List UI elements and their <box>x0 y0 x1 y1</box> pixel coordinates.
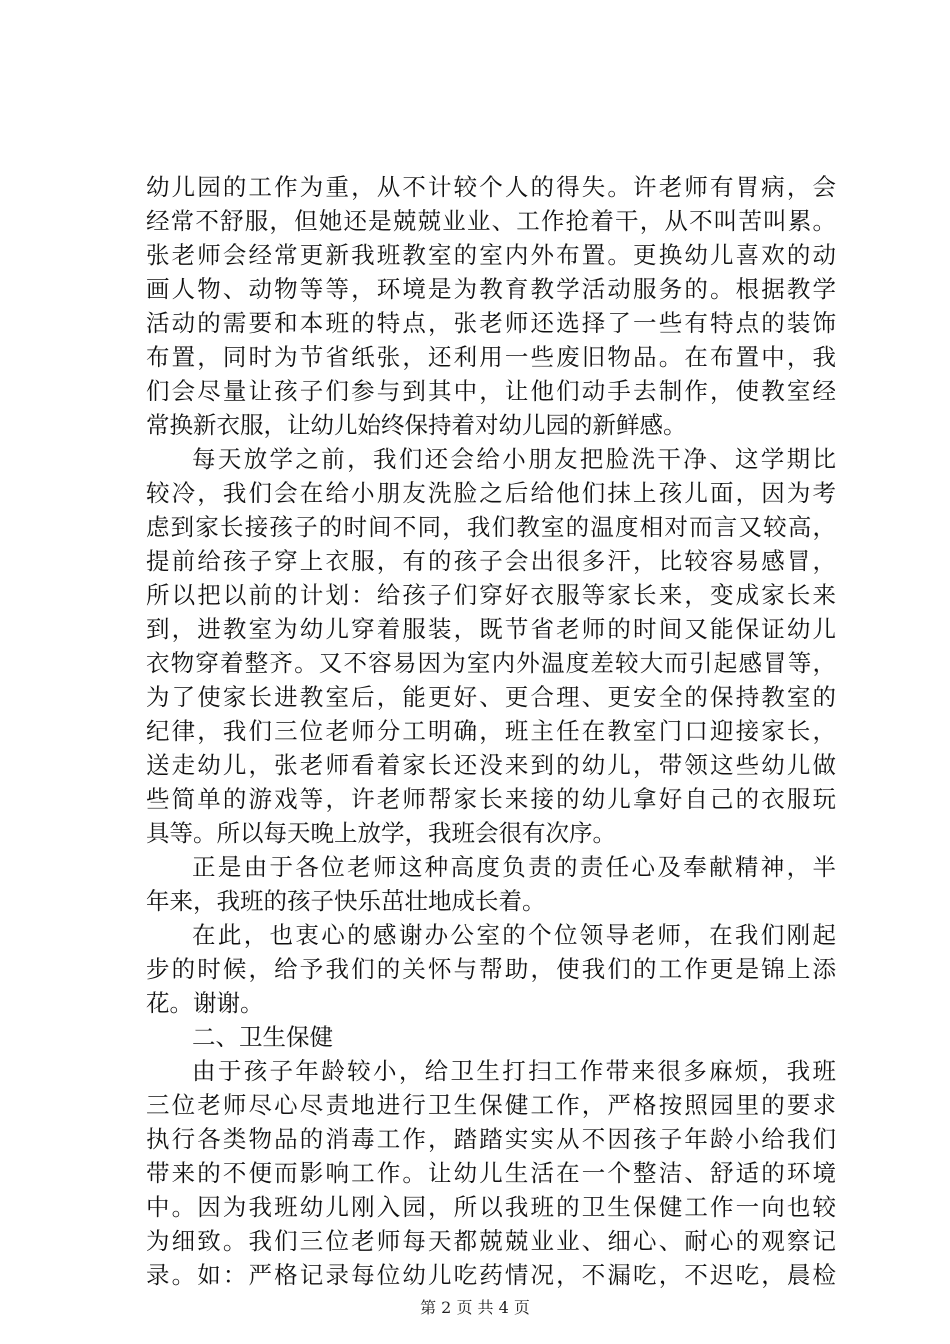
page-number: 第 2 页 共 4 页 <box>420 1298 530 1317</box>
text-line: 活动的需要和本班的特点，张老师还选择了一些有特点的装饰 <box>146 309 836 337</box>
text-line: 中。因为我班幼儿刚入园，所以我班的卫生保健工作一向也较 <box>146 1193 836 1221</box>
text-line: 年来，我班的孩子快乐茁壮地成长着。 <box>146 887 546 915</box>
text-line: 花。谢谢。 <box>146 989 264 1017</box>
text-line: 虑到家长接孩子的时间不同，我们教室的温度相对而言又较高， <box>146 513 836 541</box>
text-line: 带来的不便而影响工作。让幼儿生活在一个整洁、舒适的环境 <box>146 1159 836 1187</box>
text-line: 幼儿园的工作为重，从不计较个人的得失。许老师有胃病，会 <box>146 173 836 201</box>
text-line: 每天放学之前，我们还会给小朋友把脸洗干净、这学期比 <box>192 445 836 473</box>
text-line: 画人物、动物等等，环境是为教育教学活动服务的。根据教学 <box>146 275 836 303</box>
section-heading: 二、卫生保健 <box>192 1023 333 1051</box>
text-line: 步的时候，给予我们的关怀与帮助，使我们的工作更是锦上添 <box>146 955 836 983</box>
document-body <box>146 170 836 1292</box>
text-line: 张老师会经常更新我班教室的室内外布置。更换幼儿喜欢的动 <box>146 241 836 269</box>
text-line: 衣物穿着整齐。又不容易因为室内外温度差较大而引起感冒等， <box>146 649 836 677</box>
text-line: 三位老师尽心尽责地进行卫生保健工作，严格按照园里的要求 <box>146 1091 836 1119</box>
text-line: 由于孩子年龄较小，给卫生打扫工作带来很多麻烦，我班 <box>192 1057 836 1085</box>
text-line: 所以把以前的计划：给孩子们穿好衣服等家长来，变成家长来 <box>146 581 836 609</box>
text-line: 具等。所以每天晚上放学，我班会很有次序。 <box>146 819 616 847</box>
text-line: 为细致。我们三位老师每天都兢兢业业、细心、耐心的观察记 <box>146 1227 836 1255</box>
text-line: 为了使家长进教室后，能更好、更合理、更安全的保持教室的 <box>146 683 836 711</box>
text-line: 到，进教室为幼儿穿着服装，既节省老师的时间又能保证幼儿 <box>146 615 836 643</box>
text-line: 在此，也衷心的感谢办公室的个位领导老师，在我们刚起 <box>192 921 836 949</box>
text-line: 录。如：严格记录每位幼儿吃药情况，不漏吃，不迟吃，晨检 <box>146 1261 836 1289</box>
text-line: 较冷，我们会在给小朋友洗脸之后给他们抹上孩儿面，因为考 <box>146 479 836 507</box>
text-line: 经常不舒服，但她还是兢兢业业、工作抢着干，从不叫苦叫累。 <box>146 207 836 235</box>
text-line: 常换新衣服，让幼儿始终保持着对幼儿园的新鲜感。 <box>146 411 687 439</box>
text-line: 执行各类物品的消毒工作，踏踏实实从不因孩子年龄小给我们 <box>146 1125 836 1153</box>
text-line: 些简单的游戏等，许老师帮家长来接的幼儿拿好自己的衣服玩 <box>146 785 836 813</box>
text-line: 们会尽量让孩子们参与到其中，让他们动手去制作，使教室经 <box>146 377 836 405</box>
text-line: 送走幼儿，张老师看着家长还没来到的幼儿，带领这些幼儿做 <box>146 751 836 779</box>
text-line: 提前给孩子穿上衣服，有的孩子会出很多汗，比较容易感冒， <box>146 547 836 575</box>
text-line: 纪律，我们三位老师分工明确，班主任在教室门口迎接家长， <box>146 717 836 745</box>
text-line: 正是由于各位老师这种高度负责的责任心及奉献精神，半 <box>192 853 836 881</box>
text-line: 布置，同时为节省纸张，还利用一些废旧物品。在布置中，我 <box>146 343 836 371</box>
